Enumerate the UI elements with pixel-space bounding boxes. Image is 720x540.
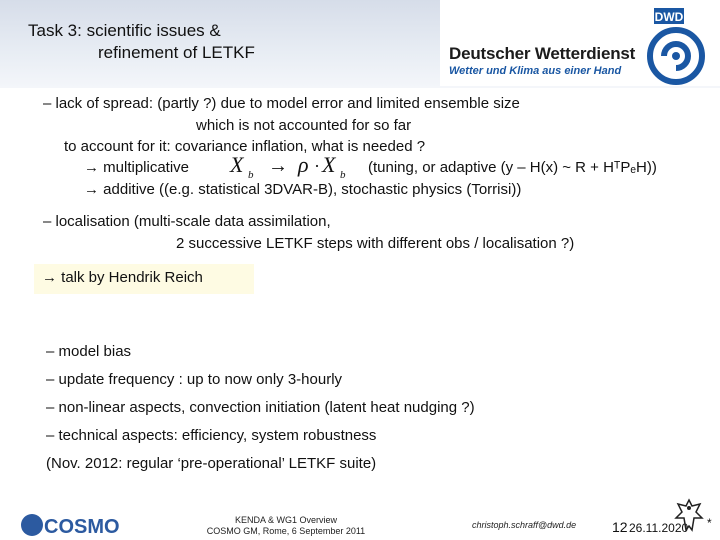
page-number: 12	[612, 519, 628, 535]
talk-highlight	[34, 264, 254, 294]
cosmo-logo	[20, 512, 130, 538]
additive-line: → additive ((e.g. statistical 3DVAR-B), stochastic physics (Torrisi))	[84, 181, 522, 198]
bullet-nonlinear: – non-linear aspects, convection initiation (latent heat nudging ?)	[46, 399, 475, 416]
inflation-line: to account for it: covariance inflation, what is needed ?	[64, 138, 426, 155]
footer-email: christoph.schraff@dwd.de	[472, 520, 577, 530]
footer-event-line-2: COSMO GM, Rome, 6 September 2011	[206, 526, 366, 536]
bullet-update-frequency: – update frequency : up to now only 3-hourly	[46, 371, 343, 388]
slide-title	[28, 20, 255, 64]
bullet-model-bias: – model bias	[46, 343, 132, 360]
footer-event	[186, 515, 386, 537]
multiplicative-detail: (tuning, or adaptive (y – H(x) ~ R + HᵀPₑH))	[368, 159, 657, 176]
svg-text:→: →	[268, 155, 288, 177]
footer-event-line-1: KENDA & WG1 Overview	[234, 515, 338, 525]
svg-text:·: ·	[314, 156, 320, 176]
bullet-technical: – technical aspects: efficiency, system robustness	[46, 427, 377, 444]
dwd-emblem-text: DWD	[654, 10, 684, 24]
localisation-line-2: 2 successive LETKF steps with different obs / localisation ?)	[176, 235, 575, 252]
eagle-icon	[672, 496, 706, 536]
multiplicative-label: → multiplicative	[84, 159, 190, 176]
svg-text:b: b	[340, 169, 346, 181]
svg-text:X: X	[322, 152, 336, 177]
title-line-1: Task 3: scientific issues &	[28, 21, 221, 40]
talk-text: → talk by Hendrik Reich	[42, 269, 203, 286]
footer-star: *	[707, 516, 712, 530]
inflation-formula	[226, 150, 366, 182]
title-line-2: refinement of LETKF	[98, 43, 255, 62]
footer-date: 26.11.2020	[629, 521, 689, 535]
localisation-line: – localisation (multi-scale data assimilation,	[43, 213, 331, 230]
cosmo-logo-text: COSMO	[44, 516, 120, 538]
svg-text:X: X	[230, 152, 244, 177]
dwd-emblem-icon	[640, 6, 712, 86]
svg-text:b: b	[248, 169, 254, 181]
spread-line-2: which is not accounted for so far	[196, 117, 412, 134]
note-line: (Nov. 2012: regular ‘pre-operational’ LETKF suite)	[46, 455, 377, 472]
spread-line: – lack of spread: (partly ?) due to model error and limited ensemble size	[43, 95, 520, 112]
dwd-logo-tagline: Wetter und Klima aus einer Hand	[449, 65, 622, 77]
svg-text:ρ: ρ	[298, 152, 309, 177]
dwd-logo-name: Deutscher Wetterdienst	[449, 44, 636, 63]
